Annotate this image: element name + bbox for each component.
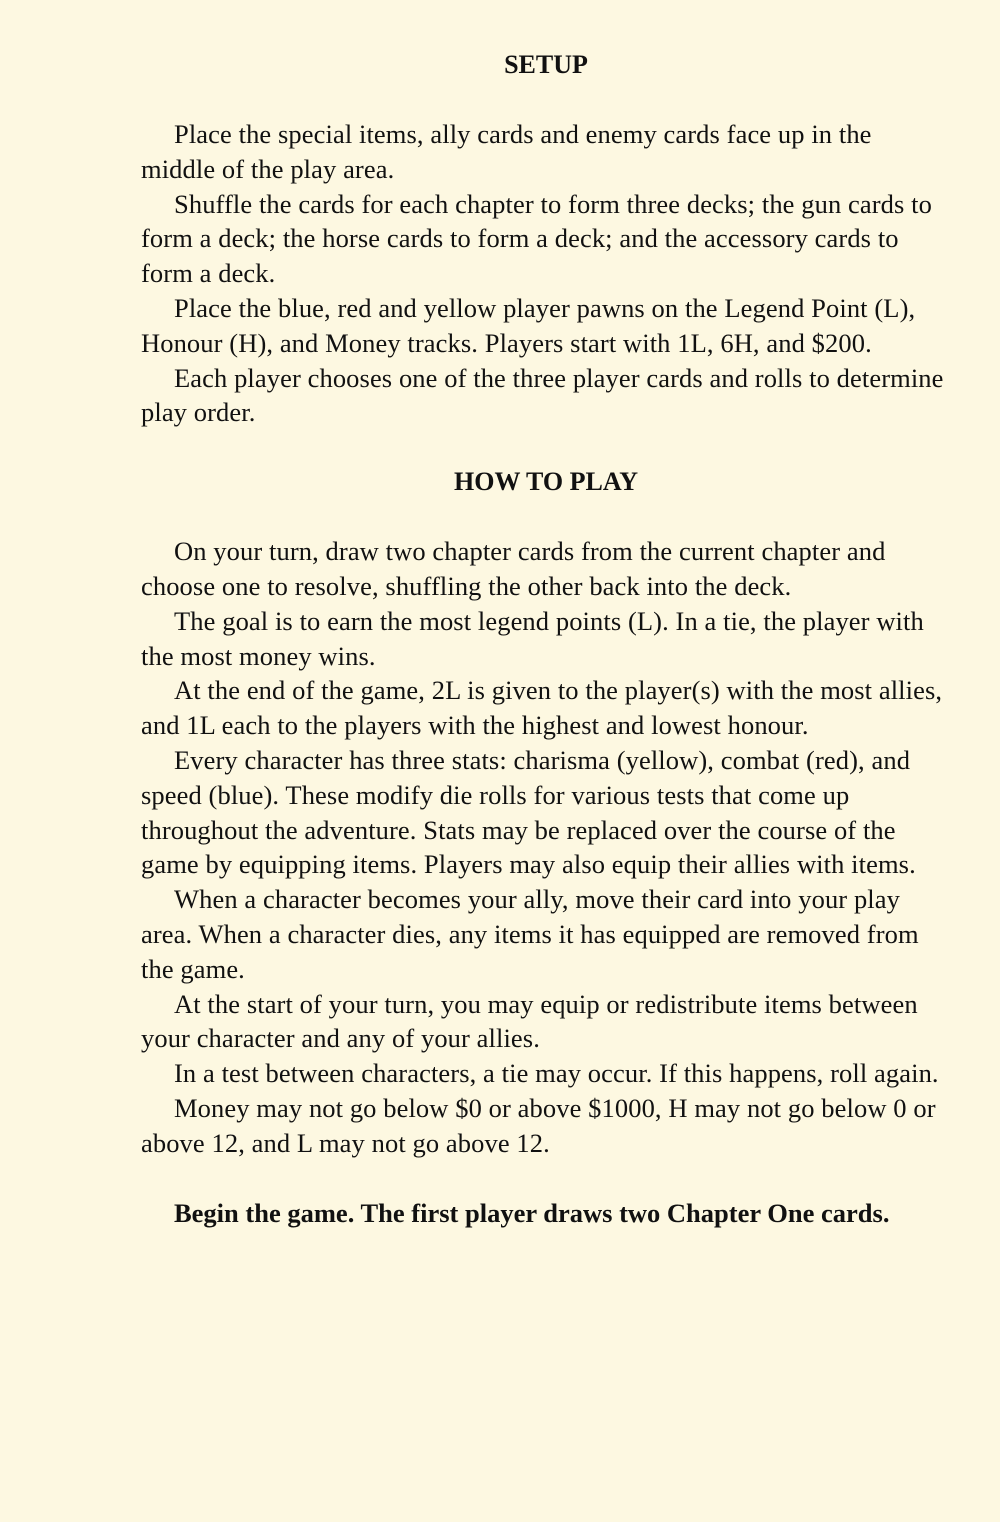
rules-page [141,48,951,1230]
how-to-play-paragraph: At the end of the game, 2L is given to the player(s) with the most allies, and 1L each to the players with the highest and lowest honour. [141,675,943,741]
setup-paragraph: Each player chooses one of the three player cards and rolls to determine play order. [141,362,944,428]
setup-heading: SETUP [504,50,588,79]
setup-paragraph: Place the special items, ally cards and enemy cards face up in the middle of the play area. [141,119,872,184]
how-to-play-paragraph: Every character has three stats: charisma (yellow), combat (red), and speed (blue). These modify die rolls for various tests that come up throughout the adventure. Stats may be replaced over the course of the game by equipping items. Players may also equip their allies with items. [141,744,916,880]
setup-paragraph: Place the blue, red and yellow player pawns on the Legend Point (L), Honour (H), and Money tracks. Players start with 1L, 6H, and $200. [141,292,916,358]
how-to-play-paragraph: Money may not go below $0 or above $1000, H may not go below 0 or above 12, and L may not go above 12. [141,1092,936,1158]
how-to-play-paragraph: When a character becomes your ally, move their card into your play area. When a character dies, any items it has equipped are removed from the game. [141,884,919,984]
how-to-play-heading: HOW TO PLAY [454,467,638,497]
begin-game-instruction: Begin the game. The first player draws two Chapter One cards. [174,1197,890,1228]
how-to-play-paragraph: On your turn, draw two chapter cards from the current chapter and choose one to resolve, shuffling the other back into the deck. [141,536,886,601]
how-to-play-paragraph: At the start of your turn, you may equip or redistribute items between your character and any of your allies. [141,988,918,1054]
how-to-play-paragraph: The goal is to earn the most legend points (L). In a tie, the player with the most money wins. [141,605,924,671]
how-to-play-paragraph: In a test between characters, a tie may occur. If this happens, roll again. [174,1058,939,1089]
setup-paragraph: Shuffle the cards for each chapter to form three decks; the gun cards to form a deck; the horse cards to form a deck; and the accessory cards to form a deck. [141,188,932,289]
